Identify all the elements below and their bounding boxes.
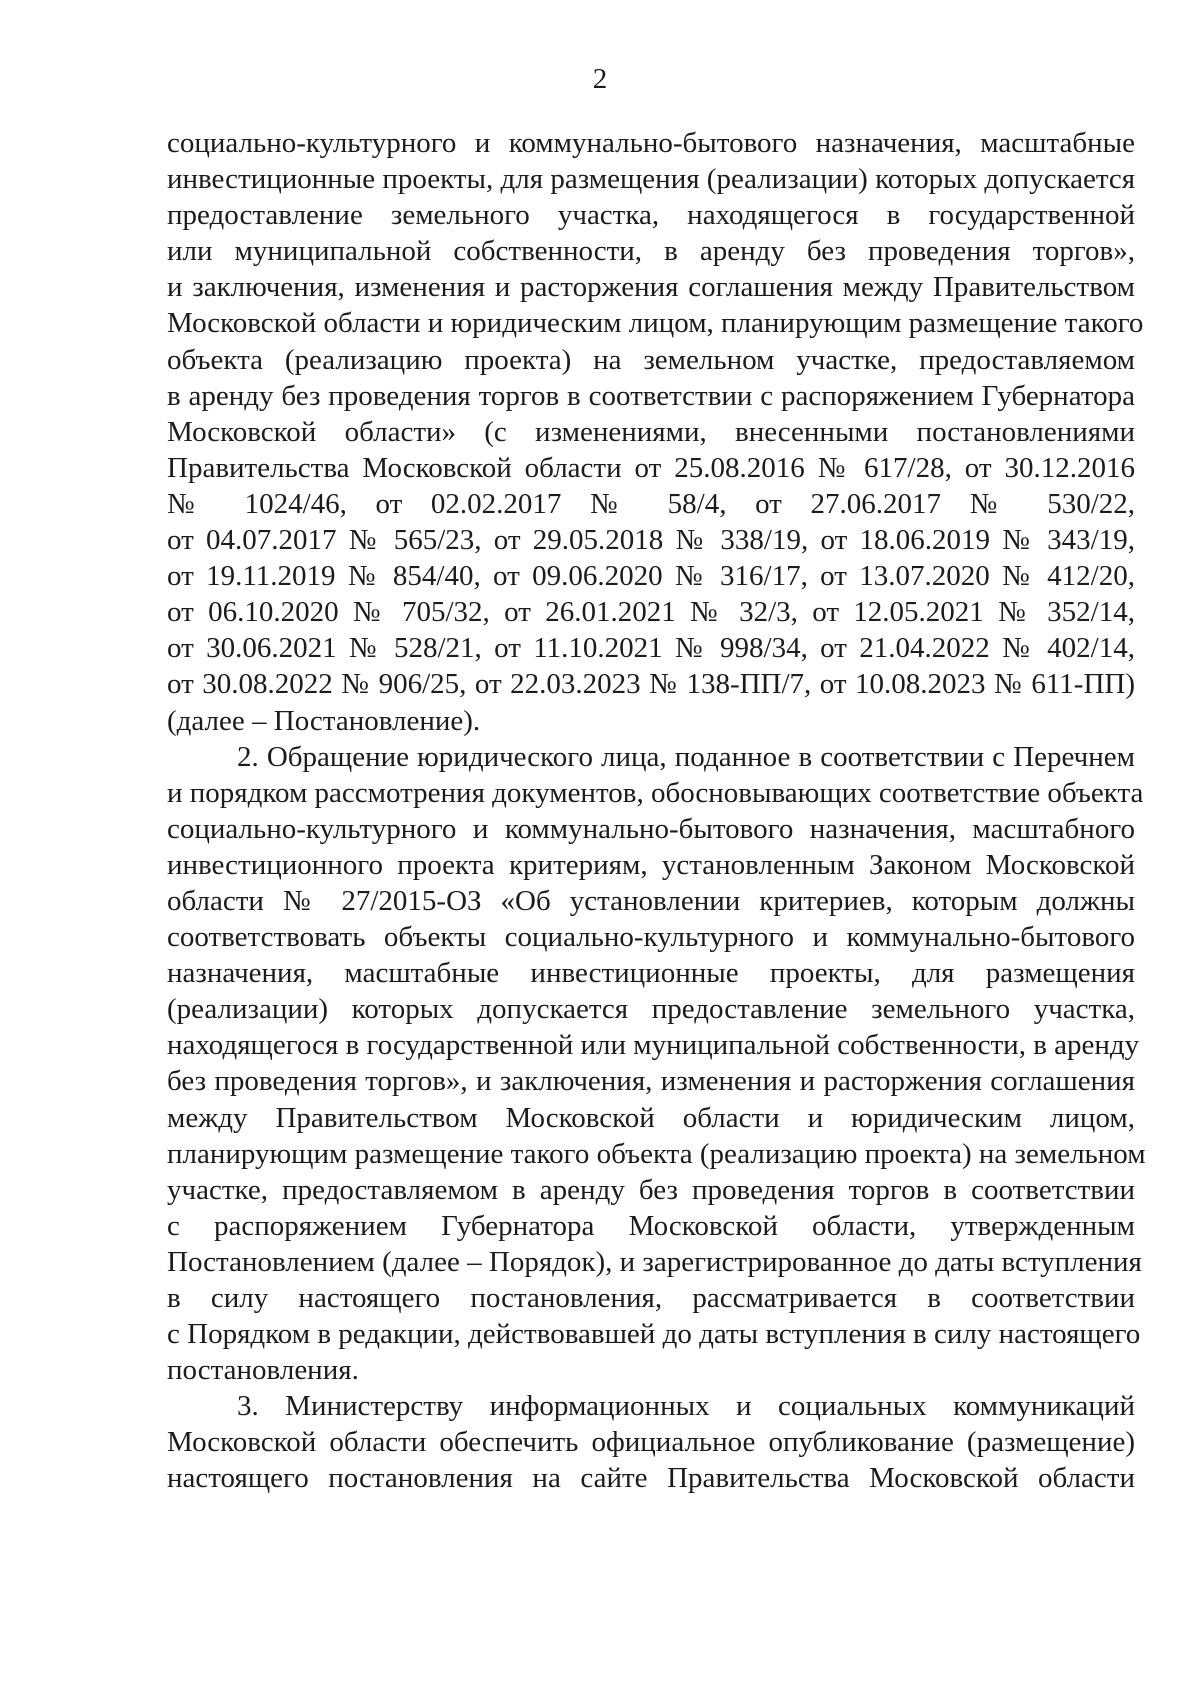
text-line: области № 27/2015-ОЗ «Об установлении критериев, которым должны bbox=[167, 884, 1135, 917]
paragraph bbox=[167, 125, 1144, 739]
text-line: от 19.11.2019 № 854/40, от 09.06.2020 № 316/17, от 13.07.2020 № 412/20, bbox=[167, 560, 1135, 593]
text-line: Московской области» (с изменениями, внесенными постановлениями bbox=[167, 415, 1135, 448]
text-line: 2. Обращение юридического лица, поданное в соответствии с Перечнем bbox=[237, 740, 1135, 773]
text-line: находящегося в государственной или муниципальной собственности, в аренду bbox=[167, 1029, 1140, 1062]
text-line: назначения, масштабные инвестиционные проекты, для размещения bbox=[167, 957, 1135, 990]
text-line: с распоряжением Губернатора Московской области, утвержденным bbox=[167, 1209, 1135, 1242]
text-line: 3. Министерству информационных и социальных коммуникаций bbox=[237, 1390, 1135, 1423]
text-line: или муниципальной собственности, в аренду без проведения торгов», bbox=[167, 235, 1135, 268]
text-line: в аренду без проведения торгов в соответствии с распоряжением Губернатора bbox=[167, 379, 1135, 412]
text-line: от 04.07.2017 № 565/23, от 29.05.2018 № 338/19, от 18.06.2019 № 343/19, bbox=[167, 524, 1135, 557]
text-line: в силу настоящего постановления, рассматривается в соответствии bbox=[167, 1282, 1135, 1314]
text-line: Московской области обеспечить официальное опубликование (размещение) bbox=[167, 1426, 1135, 1459]
text-line: от 30.08.2022 № 906/25, от 22.03.2023 № 138-ПП/7, от 10.08.2023 № 611-ПП) bbox=[167, 668, 1135, 701]
text-line: участке, предоставляемом в аренду без проведения торгов в соответствии bbox=[167, 1173, 1135, 1206]
text-line: настоящего постановления на сайте Правительства Московской области bbox=[167, 1462, 1135, 1495]
text-line: социально-культурного и коммунально-бытового назначения, масштабного bbox=[167, 812, 1135, 845]
text-line: (реализации) которых допускается предоставление земельного участка, bbox=[167, 993, 1135, 1026]
text-line: соответствовать объекты социально-культурного и коммунально-бытового bbox=[167, 921, 1135, 954]
text-line: инвестиционные проекты, для размещения (реализации) которых допускается bbox=[167, 163, 1136, 196]
text-line: от 06.10.2020 № 705/32, от 26.01.2021 № 32/3, от 12.05.2021 № 352/14, bbox=[167, 596, 1135, 629]
text-line: и порядком рассмотрения документов, обосновывающих соответствие объекта bbox=[167, 776, 1144, 809]
paragraph bbox=[167, 739, 1146, 1389]
text-line: (далее – Постановление). bbox=[167, 704, 481, 737]
document-body bbox=[167, 125, 1146, 1497]
text-line: без проведения торгов», и заключения, изменения и расторжения соглашения bbox=[167, 1065, 1135, 1098]
text-line: предоставление земельного участка, находящегося в государственной bbox=[167, 199, 1135, 232]
text-line: постановления. bbox=[167, 1354, 359, 1387]
text-line: № 1024/46, от 02.02.2017 № 58/4, от 27.06.2017 № 530/22, bbox=[167, 487, 1135, 520]
text-line: и заключения, изменения и расторжения соглашения между Правительством bbox=[167, 271, 1135, 304]
text-line: социально-культурного и коммунально-бытового назначения, масштабные bbox=[167, 127, 1135, 159]
text-line: объекта (реализацию проекта) на земельном участке, предоставляемом bbox=[167, 343, 1135, 376]
text-line: между Правительством Московской области и юридическим лицом, bbox=[167, 1101, 1135, 1134]
text-line: Правительства Московской области от 25.08.2016 № 617/28, от 30.12.2016 bbox=[167, 451, 1135, 484]
text-line: планирующим размещение такого объекта (реализацию проекта) на земельном bbox=[167, 1137, 1146, 1170]
text-line: Постановлением (далее – Порядок), и зарегистрированное до даты вступления bbox=[167, 1245, 1142, 1278]
text-line: инвестиционного проекта критериям, установленным Законом Московской bbox=[167, 848, 1135, 881]
text-line: Московской области и юридическим лицом, планирующим размещение такого bbox=[167, 307, 1144, 340]
paragraph bbox=[167, 1388, 1135, 1496]
text-line: с Порядком в редакции, действовавшей до даты вступления в силу настоящего bbox=[167, 1318, 1141, 1351]
text-line: от 30.06.2021 № 528/21, от 11.10.2021 № 998/34, от 21.04.2022 № 402/14, bbox=[167, 632, 1135, 665]
page-number: 2 bbox=[592, 63, 608, 95]
